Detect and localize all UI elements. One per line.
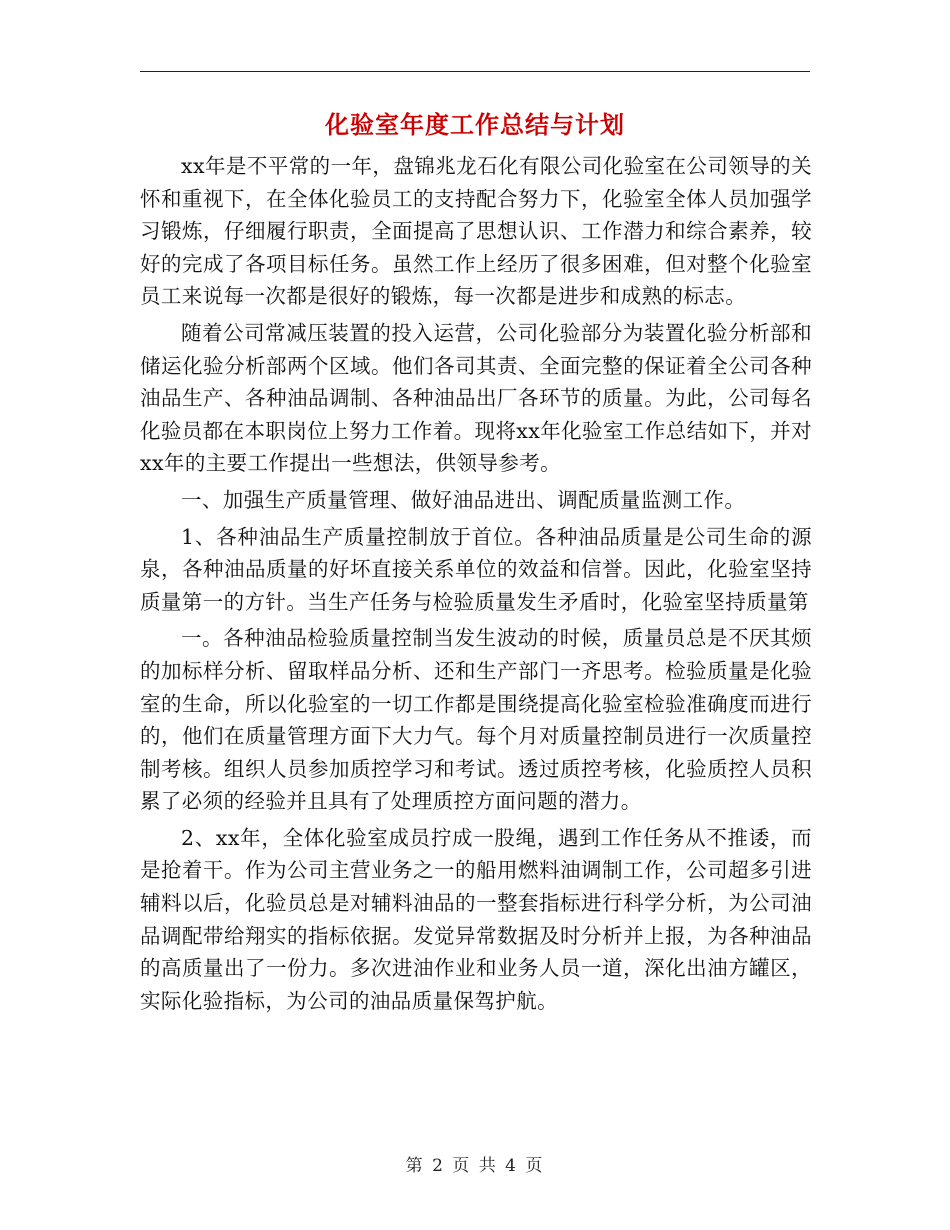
paragraph-quality-control: 一。各种油品检验质量控制当发生波动的时候，质量员总是不厌其烦的加标样分析、留取样品分析、还和生产部门一齐思考。检验质量是化验室的生命，所以化验室的一切工作都是围绕提高化验室检验准确度而进行的，他们在质量管理方面下大力气。每个月对质量控制员进行一次质量控制考核。组织人员参加质控学习和考试。透过质控考核，化验质控人员积累了必须的经验并且具有了处理质控方面问题的潜力。 [140,626,812,814]
header-rule [140,71,810,72]
paragraph-item-1: 1、各种油品生产质量控制放于首位。各种油品质量是公司生命的源泉，各种油品质量的好坏直接关系单位的效益和信誉。因此，化验室坚持质量第一的方针。当生产任务与检验质量发生矛盾时，化验室坚持质量第 [140,524,812,614]
paragraph-overview: 随着公司常减压装置的投入运营，公司化验部分为装置化验分析部和储运化验分析部两个区域。他们各司其责、全面完整的保证着全公司各种油品生产、各种油品调制、各种油品出厂各环节的质量。为此，公司每名化验员都在本职岗位上努力工作着。现将xx年化验室工作总结如下，并对xx年的主要工作提出一些想法，供领导参考。 [140,320,812,476]
paragraph-item-2: 2、xx年，全体化验室成员拧成一股绳，遇到工作任务从不推诿，而是抢着干。作为公司主营业务之一的船用燃料油调制工作，公司超多引进辅料以后，化验员总是对辅料油品的一整套指标进行科学分析，为公司油品调配带给翔实的指标依据。发觉异常数据及时分析并上报，为各种油品的高质量出了一份力。多次进油作业和业务人员一道，深化出油方罐区，实际化验指标，为公司的油品质量保驾护航。 [140,825,812,1013]
document-title: 化验室年度工作总结与计划 [325,111,625,139]
paragraph-intro: xx年是不平常的一年，盘锦兆龙石化有限公司化验室在公司领导的关怀和重视下，在全体化验员工的支持配合努力下，化验室全体人员加强学习锻炼，仔细履行职责，全面提高了思想认识、工作潜力和综合素养，较好的完成了各项目标任务。虽然工作上经历了很多困难，但对整个化验室员工来说每一次都是很好的锻炼，每一次都是进步和成熟的标志。 [140,154,812,309]
section-heading-1: 一、加强生产质量管理、做好油品进出、调配质量监测工作。 [181,487,746,512]
page-number: 第 2 页 共 4 页 [405,1156,545,1176]
document-body [140,150,812,1021]
